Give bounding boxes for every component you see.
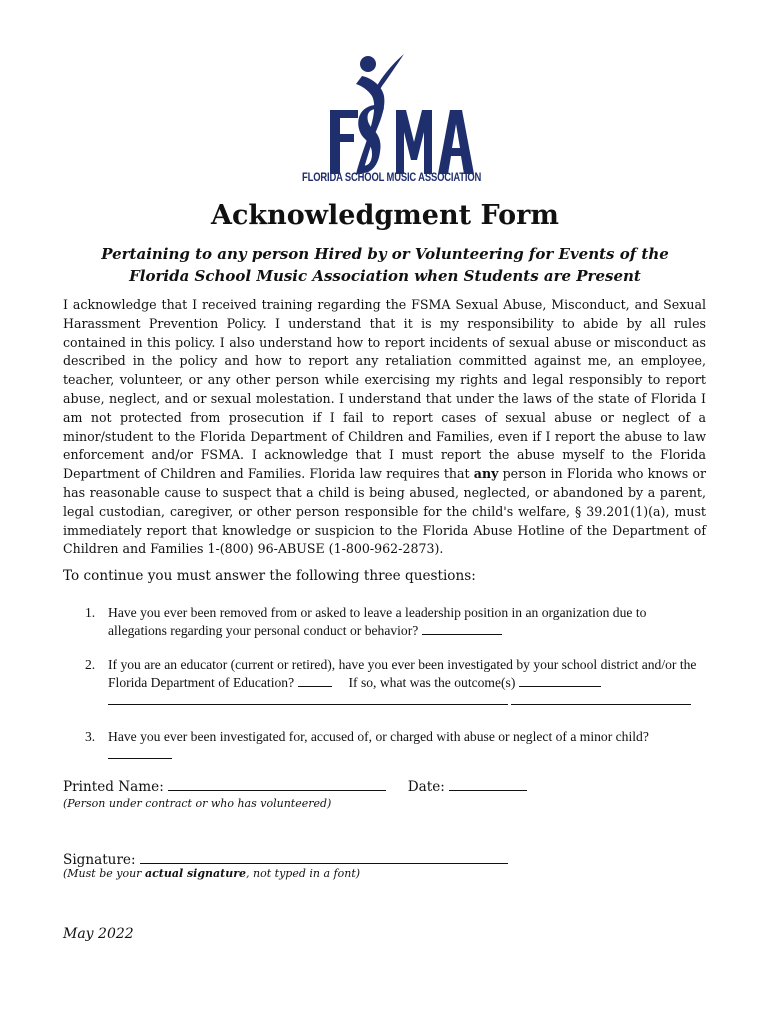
document-date: May 2022 bbox=[63, 926, 134, 942]
signature-row bbox=[63, 851, 508, 868]
question-2-outcome-line-2b[interactable] bbox=[511, 692, 691, 705]
question-2-number: 2. bbox=[85, 657, 96, 672]
question-2 bbox=[85, 656, 705, 712]
question-3 bbox=[85, 728, 705, 768]
sig-note-emphasis: actual signature bbox=[144, 867, 247, 880]
question-1-number: 1. bbox=[85, 605, 96, 620]
form-subtitle bbox=[60, 243, 710, 287]
form-title: Acknowledgment Form bbox=[211, 200, 559, 231]
question-3-number: 3. bbox=[85, 729, 96, 744]
paragraph-emphasis: any bbox=[473, 466, 499, 482]
question-1 bbox=[85, 604, 705, 644]
paragraph-part-1: I acknowledge that I received training regarding the FSMA Sexual Abuse, Misconduct, and Sexual Harassment Prevention Policy. I understand that it is my responsibility to abide by all rules contained in this policy. I also understand how to report incidents of sexual abuse or misconduct as described in the policy and how to report any retaliation committed against me, an employee, teacher, volunteer, or any other person while exercising my rights and legal responsibly to report abuse, neglect, and or sexual molestation. I understand that under the laws of the state of Florida I am not protected from prosecution if I fail to report cases of sexual abuse or neglect of a minor/student to the Florida Department of Children and Families, even if I report the abuse to law enforcement and/or FSMA. I acknowledge that I must report the abuse myself to the Florida Department of Children and Families. Florida law requires that bbox=[63, 297, 706, 482]
printed-name-note: (Person under contract or who has volunteered) bbox=[63, 797, 332, 810]
question-2-answer-field[interactable] bbox=[298, 674, 332, 687]
signature-note bbox=[63, 867, 360, 880]
question-1-answer-field[interactable] bbox=[422, 622, 502, 635]
printed-name-row bbox=[63, 778, 527, 795]
sig-note-part-2: , not typed in a font) bbox=[246, 867, 361, 880]
logo-organization-name: FLORIDA SCHOOL MUSIC ASSOCIATION bbox=[302, 172, 482, 184]
question-1-text: Have you ever been removed from or asked to leave a leadership position in an organization due to allegations regarding your personal conduct or behavior? bbox=[108, 605, 647, 638]
fsma-logo bbox=[300, 52, 490, 194]
question-2-outcome-field[interactable] bbox=[519, 674, 601, 687]
paragraph-part-2: person in Florida who knows or has reasonable cause to suspect that a child is being abused, neglected, or abandoned by a parent, legal custodian, caregiver, or other person responsible for the child's welfare, § 39.201(1)(a), must immediately report that knowledge or suspicion to the Florida Abuse Hotline of the Department of Children and Families 1-(800) 96-ABUSE (1-800-962-2873). bbox=[63, 466, 706, 557]
signature-label: Signature: bbox=[63, 852, 136, 868]
subtitle-line-1: Pertaining to any person Hired by or Volunteering for Events of the bbox=[101, 245, 669, 263]
question-3-text: Have you ever been investigated for, accused of, or charged with abuse or neglect of a minor child? bbox=[108, 729, 649, 744]
question-3-answer-field[interactable] bbox=[108, 746, 172, 759]
date-field[interactable] bbox=[449, 778, 527, 791]
question-2-followup: If so, what was the outcome(s) bbox=[348, 675, 516, 690]
question-2-text: If you are an educator (current or retired), have you ever been investigated by your school district and/or the Florida Department of Education? bbox=[108, 657, 697, 690]
sig-note-part-1: (Must be your bbox=[63, 867, 145, 880]
acknowledgment-paragraph bbox=[63, 296, 706, 559]
printed-name-label: Printed Name: bbox=[63, 779, 164, 795]
subtitle-line-2: Florida School Music Association when Students are Present bbox=[129, 267, 641, 285]
date-label: Date: bbox=[407, 779, 445, 795]
fsma-logo-mark bbox=[300, 52, 490, 177]
printed-name-field[interactable] bbox=[168, 778, 386, 791]
signature-field[interactable] bbox=[140, 851, 508, 864]
questions-intro: To continue you must answer the following three questions: bbox=[63, 568, 476, 584]
question-2-outcome-line-2a[interactable] bbox=[108, 692, 508, 705]
